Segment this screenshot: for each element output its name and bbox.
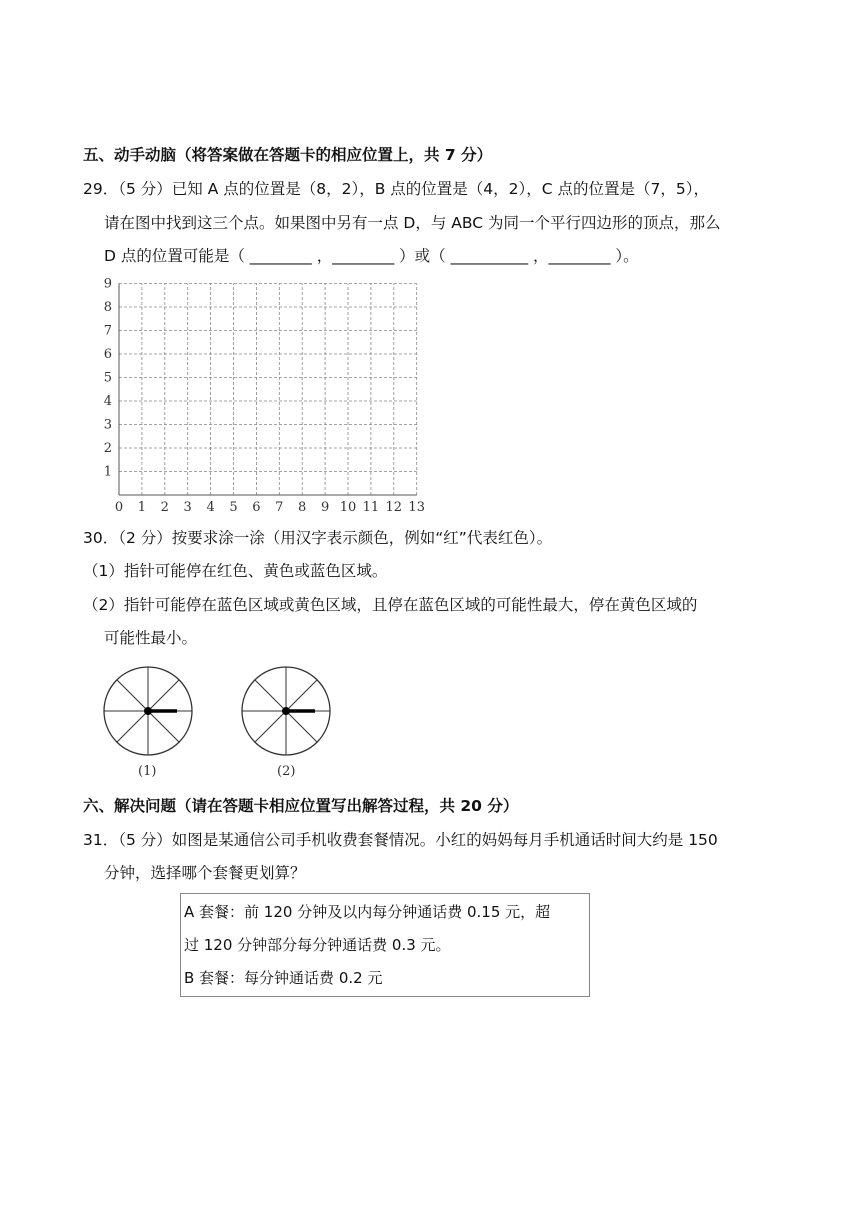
y-tick-label: 3 — [103, 417, 112, 433]
y-tick-label: 5 — [103, 370, 112, 386]
y-tick-label: 6 — [103, 347, 112, 362]
q30-line1: 30．（2 分）按要求涂一涂（用汉字表示颜色，例如“红”代表红色）。 — [83, 529, 553, 547]
x-tick-label: 1 — [137, 500, 147, 515]
pricing-plan-box — [180, 893, 590, 997]
section5-heading: 五、动手动脑（将答案做在答题卡的相应位置上，共 7 分） — [83, 146, 493, 164]
q31-line1: 31．（5 分）如图是某通信公司手机收费套餐情况。小红的妈妈每月手机通话时间大约是 150 — [83, 831, 718, 849]
y-tick-label: 4 — [103, 394, 112, 409]
x-tick-label: 12 — [385, 500, 403, 515]
y-tick-label: 1 — [103, 464, 112, 480]
q29-line3: D 点的位置可能是（ ________ ，________ ）或（ __________ ，________ ）。 — [104, 247, 639, 265]
x-tick-label: 3 — [183, 500, 192, 515]
x-tick-label: 10 — [339, 500, 357, 515]
q29-line1: 29．（5 分）已知 A 点的位置是（8，2），B 点的位置是（4，2），C 点的位置是（7，5）， — [83, 180, 709, 198]
plan-a-line2: 过 120 分钟部分每分钟通话费 0.3 元。 — [184, 936, 451, 954]
x-tick-label: 9 — [320, 500, 330, 515]
y-tick-label: 7 — [103, 323, 112, 339]
spinner-1 — [100, 666, 196, 766]
plan-a-line1: A 套餐：前 120 分钟及以内每分钟通话费 0.15 元，超 — [184, 903, 551, 921]
q30-item1: （1）指针可能停在红色、黄色或蓝色区域。 — [83, 562, 388, 580]
spinner-1-caption: (1) — [138, 764, 157, 779]
spinner-2 — [238, 666, 334, 766]
x-tick-label: 6 — [252, 500, 261, 515]
spinner-2-caption: (2) — [277, 764, 296, 779]
q30-item2-line2: 可能性最小。 — [104, 629, 198, 647]
y-tick-label: 2 — [103, 441, 112, 456]
y-tick-label: 8 — [103, 300, 112, 315]
x-tick-label: 8 — [298, 500, 307, 515]
section6-heading: 六、解决问题（请在答题卡相应位置写出解答过程，共 20 分） — [83, 797, 519, 815]
q31-line2: 分钟，选择哪个套餐更划算？ — [104, 864, 306, 882]
x-tick-label: 5 — [229, 500, 238, 515]
x-tick-label: 7 — [275, 500, 284, 515]
q29-line2: 请在图中找到这三个点。如果图中另有一点 D，与 ABC 为同一个平行四边形的顶点，那么 — [104, 214, 721, 232]
plan-b-line: B 套餐：每分钟通话费 0.2 元 — [184, 969, 383, 987]
y-tick-label: 9 — [103, 276, 112, 292]
x-tick-label: 2 — [160, 500, 169, 515]
x-tick-label: 4 — [206, 500, 215, 515]
q30-item2-line1: （2）指针可能停在蓝色区域或黄色区域，且停在蓝色区域的可能性最大，停在黄色区域的 — [83, 596, 698, 614]
x-tick-label: 11 — [362, 500, 380, 515]
coordinate-grid — [98, 276, 438, 520]
x-tick-label: 0 — [114, 500, 124, 515]
x-tick-label: 13 — [408, 500, 425, 515]
